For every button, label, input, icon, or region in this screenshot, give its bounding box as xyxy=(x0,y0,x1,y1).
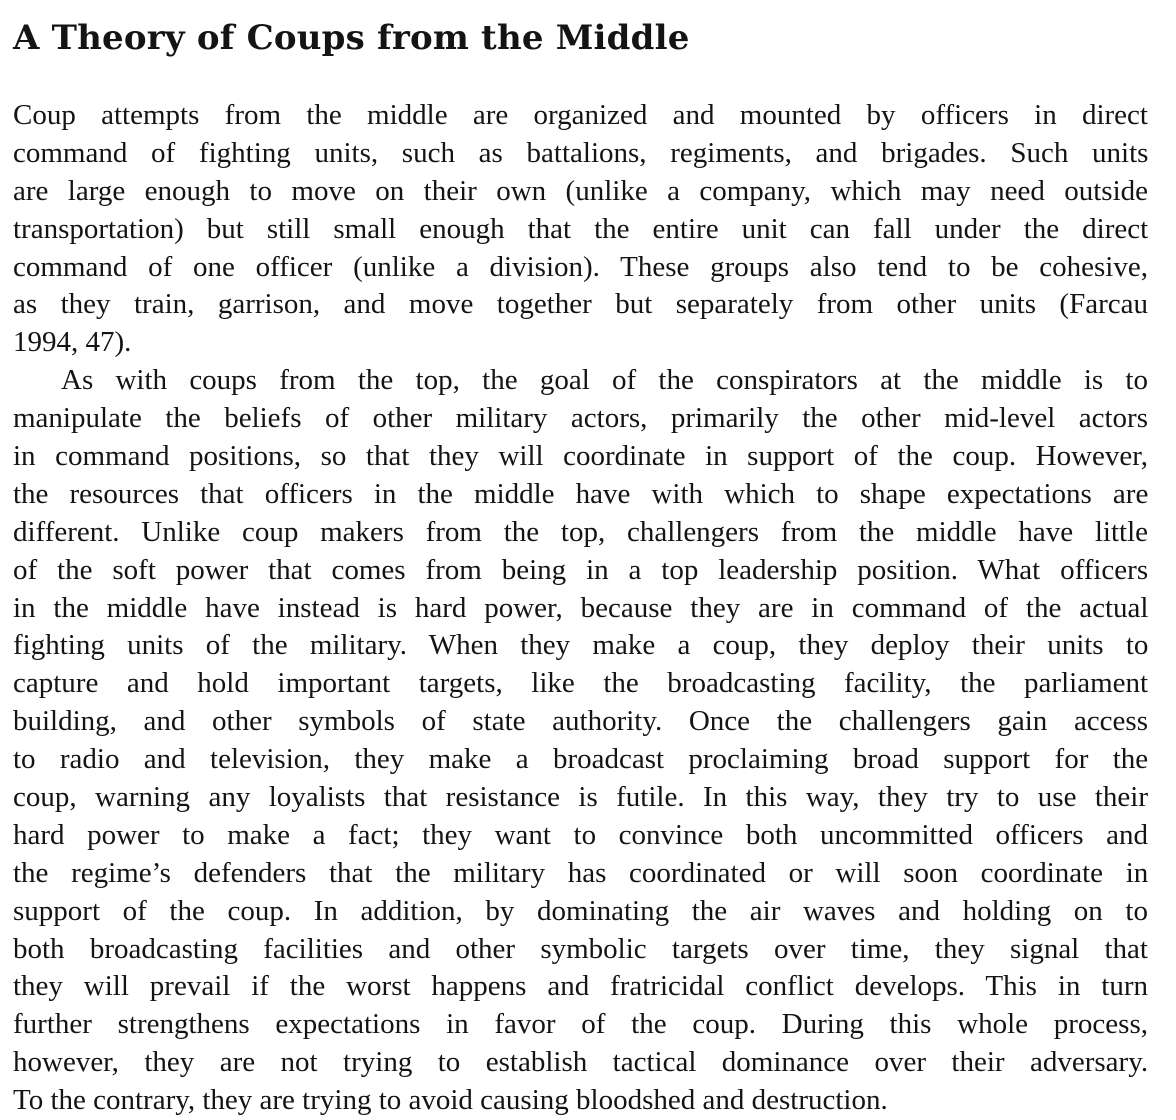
text-line: hard power to make a fact; they want to convince both uncommitted officers and xyxy=(13,818,1149,851)
text-line: Coup attempts from the middle are organized and mounted by officers in direct xyxy=(13,99,1148,131)
text-line: of the soft power that comes from being in a top leadership position. What officers xyxy=(13,553,1149,586)
text-line: manipulate the beliefs of other military actors, primarily the other mid-level actors xyxy=(13,402,1148,435)
text-line: both broadcasting facilities and other symbolic targets over time, they signal that xyxy=(13,932,1148,965)
text-line: coup, warning any loyalists that resistance is futile. In this way, they try to use their xyxy=(13,781,1148,814)
text-line: are large enough to move on their own (unlike a company, which may need outside xyxy=(13,174,1148,207)
text-line: 1994, 47). xyxy=(13,326,132,359)
document-page xyxy=(13,0,1148,1120)
text-line: As with coups from the top, the goal of the conspirators at the middle is to xyxy=(61,364,1148,397)
section-body xyxy=(13,97,1148,1120)
text-line: they will prevail if the worst happens and fratricidal conflict develops. This in turn xyxy=(13,970,1148,1003)
text-line: different. Unlike coup makers from the top, challengers from the middle have little xyxy=(13,515,1148,548)
text-line: in the middle have instead is hard power, because they are in command of the actual xyxy=(13,591,1149,624)
text-line: however, they are not trying to establish tactical dominance over their adversary. xyxy=(13,1046,1149,1079)
text-line: further strengthens expectations in favor of the coup. During this whole process, xyxy=(13,1008,1148,1041)
paragraph-2 xyxy=(13,362,1148,1120)
text-line: capture and hold important targets, like the broadcasting facility, the parliament xyxy=(13,667,1149,700)
section-title: A Theory of Coups from the Middle xyxy=(13,18,690,58)
text-line: To the contrary, they are trying to avoid causing bloodshed and destruction. xyxy=(13,1084,888,1117)
text-line: to radio and television, they make a broadcast proclaiming broad support for the xyxy=(13,743,1149,776)
text-line: the resources that officers in the middle have with which to shape expectations are xyxy=(13,477,1149,510)
text-line: as they train, garrison, and move together but separately from other units (Farcau xyxy=(13,288,1148,321)
paragraph-1 xyxy=(13,97,1148,362)
text-line: in command positions, so that they will coordinate in support of the coup. However, xyxy=(13,440,1148,473)
text-line: command of fighting units, such as battalions, regiments, and brigades. Such units xyxy=(13,136,1149,169)
text-line: fighting units of the military. When they make a coup, they deploy their units to xyxy=(13,629,1149,662)
text-line: transportation) but still small enough that the entire unit can fall under the direct xyxy=(13,212,1149,245)
text-line: the regime’s defenders that the military has coordinated or will soon coordinate in xyxy=(13,856,1149,889)
text-line: support of the coup. In addition, by dominating the air waves and holding on to xyxy=(13,894,1148,927)
text-line: command of one officer (unlike a division). These groups also tend to be cohesive, xyxy=(13,250,1148,283)
text-line: building, and other symbols of state authority. Once the challengers gain access xyxy=(13,705,1148,738)
